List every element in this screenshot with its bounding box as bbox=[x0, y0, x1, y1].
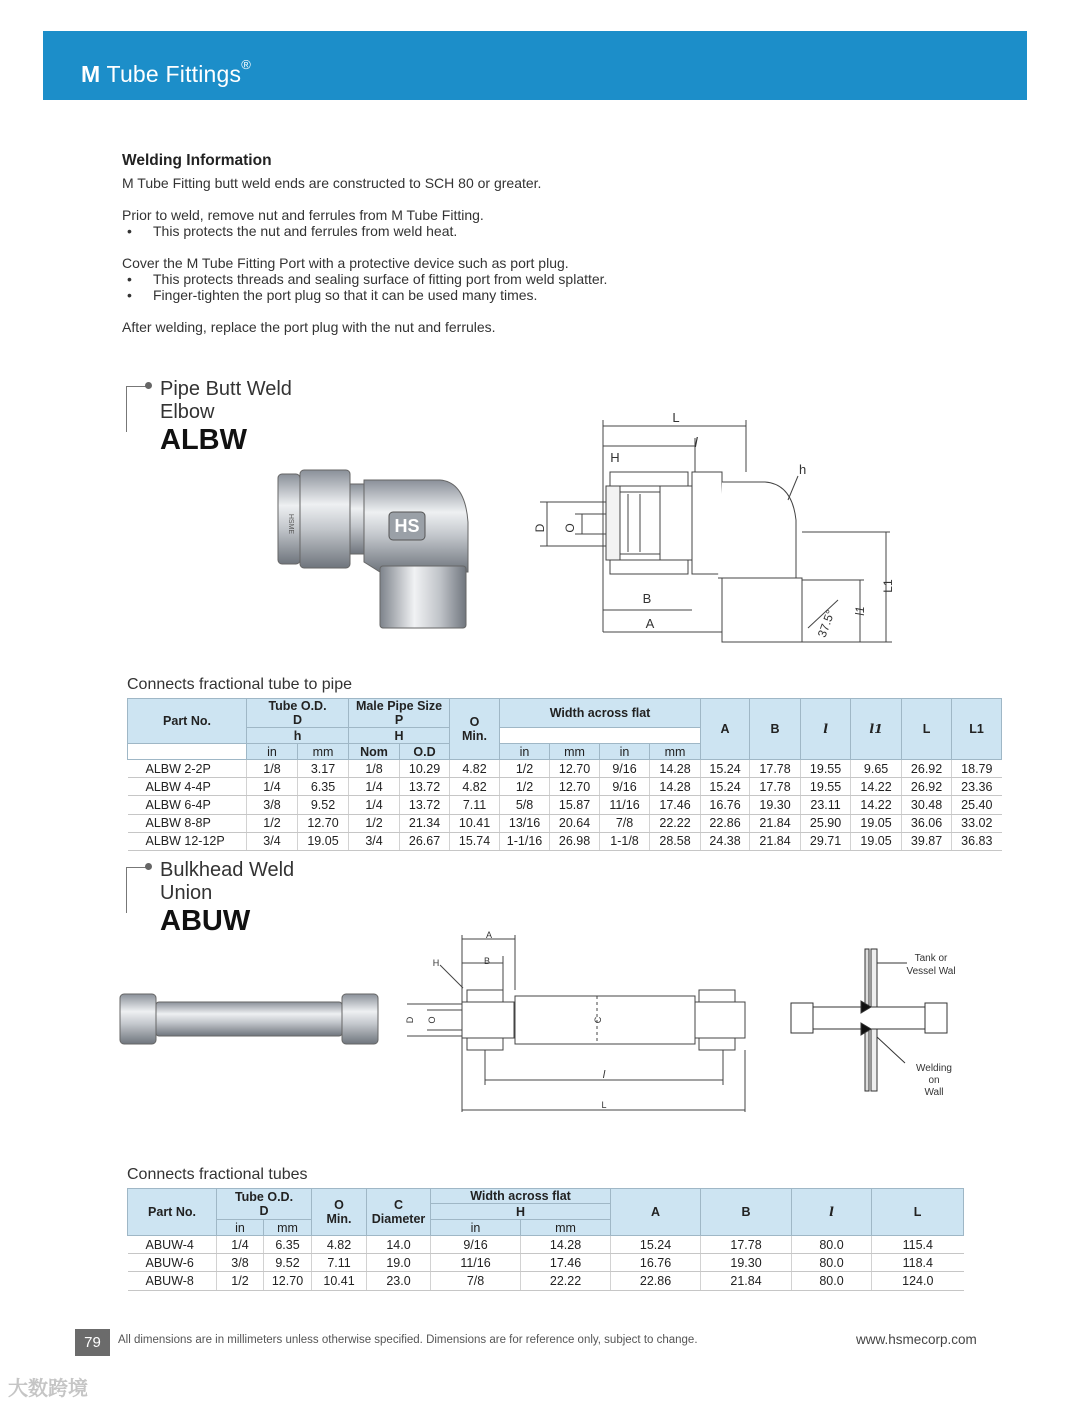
table-cell: 9/16 bbox=[600, 778, 650, 796]
table-cell: 19.30 bbox=[701, 1254, 792, 1272]
bullet-item: • This protects threads and sealing surface of fitting port from weld splatter. bbox=[127, 271, 822, 287]
table-row bbox=[128, 760, 1002, 778]
header-bar bbox=[43, 31, 1027, 100]
abuw-product-photo bbox=[118, 988, 380, 1050]
table-cell: 36.06 bbox=[902, 814, 952, 832]
albw-label-L1: L1 bbox=[881, 579, 895, 593]
table-cell: 30.48 bbox=[902, 796, 952, 814]
table-row bbox=[128, 796, 1002, 814]
table-cell: 6.35 bbox=[264, 1236, 312, 1254]
table-cell: 24.38 bbox=[701, 832, 750, 850]
table-cell: 80.0 bbox=[792, 1254, 872, 1272]
col-h-big: H bbox=[349, 728, 450, 744]
table-cell: 28.58 bbox=[650, 832, 701, 850]
abuw-spec-table bbox=[127, 1188, 964, 1291]
table-cell: 15.74 bbox=[450, 832, 500, 850]
unit-mm: mm bbox=[298, 744, 349, 760]
table-cell: 26.92 bbox=[902, 778, 952, 796]
albw-label-O: O bbox=[563, 523, 577, 533]
table-cell: 10.41 bbox=[312, 1272, 367, 1290]
abuw-title-line1: Bulkhead Weld bbox=[160, 859, 295, 881]
table-cell: 118.4 bbox=[872, 1254, 964, 1272]
table-cell: 22.22 bbox=[650, 814, 701, 832]
page-title: M Tube Fittings® bbox=[81, 57, 252, 87]
table-cell: 29.71 bbox=[801, 832, 851, 850]
table-cell: 6.35 bbox=[298, 778, 349, 796]
table-cell: 1-1/16 bbox=[500, 832, 550, 850]
table-cell: 15.24 bbox=[701, 760, 750, 778]
table-cell: 13.72 bbox=[400, 796, 450, 814]
bullet-item: • This protects the nut and ferrules from weld heat. bbox=[127, 223, 822, 239]
table-cell: 17.78 bbox=[701, 1236, 792, 1254]
col-l1: l1 bbox=[851, 699, 902, 760]
table-cell: 21.84 bbox=[750, 814, 801, 832]
welding-step-3: After welding, replace the port plug with the nut and ferrules. bbox=[122, 319, 496, 335]
col-male-pipe: Male Pipe Size P bbox=[349, 699, 450, 728]
table-cell: 80.0 bbox=[792, 1236, 872, 1254]
table-cell: 33.02 bbox=[952, 814, 1002, 832]
col-A: A bbox=[701, 699, 750, 760]
table-cell: 22.22 bbox=[521, 1272, 611, 1290]
install-label-tank-1: Tank or bbox=[914, 953, 948, 964]
table-cell: 17.78 bbox=[750, 778, 801, 796]
unit-nom: Nom bbox=[349, 744, 400, 760]
table-cell: 19.30 bbox=[750, 796, 801, 814]
abuw-table-caption: Connects fractional tubes bbox=[127, 1166, 308, 1183]
table-cell: 25.90 bbox=[801, 814, 851, 832]
table-cell: 3/4 bbox=[247, 832, 298, 850]
table-cell: 4.82 bbox=[450, 778, 500, 796]
part-number-cell: ALBW 2-2P bbox=[128, 760, 247, 778]
table-cell: 7.11 bbox=[450, 796, 500, 814]
install-label-weld-1: Welding bbox=[916, 1063, 952, 1074]
table-cell: 16.76 bbox=[611, 1254, 701, 1272]
table-cell: 14.0 bbox=[367, 1236, 431, 1254]
table-cell: 36.83 bbox=[952, 832, 1002, 850]
table-cell: 19.05 bbox=[851, 832, 902, 850]
page-number: 79 bbox=[75, 1329, 110, 1356]
abuw-installation-sketch bbox=[785, 945, 970, 1098]
table-cell: 15.24 bbox=[701, 778, 750, 796]
section-dot bbox=[145, 382, 152, 389]
part-number-cell: ABUW-6 bbox=[128, 1254, 217, 1272]
col-h-big: H bbox=[431, 1204, 611, 1220]
albw-label-A: A bbox=[645, 616, 655, 631]
table-cell: 17.46 bbox=[650, 796, 701, 814]
table-cell: 4.82 bbox=[312, 1236, 367, 1254]
col-o-min: O Min. bbox=[312, 1189, 367, 1236]
abuw-label-L: L bbox=[601, 1100, 607, 1110]
col-h-small: h bbox=[247, 728, 349, 744]
table-row bbox=[128, 778, 1002, 796]
table-row bbox=[128, 1236, 964, 1254]
albw-photo-badge: HS bbox=[394, 516, 420, 536]
welding-step-2: Cover the M Tube Fitting Port with a protective device such as port plug. bbox=[122, 255, 569, 271]
table-cell: 1/8 bbox=[349, 760, 400, 778]
table-cell: 22.86 bbox=[611, 1272, 701, 1290]
table-cell: 14.28 bbox=[521, 1236, 611, 1254]
table-cell: 5/8 bbox=[500, 796, 550, 814]
table-cell: 17.46 bbox=[521, 1254, 611, 1272]
section-bracket bbox=[126, 386, 148, 432]
table-cell: 3/8 bbox=[217, 1254, 264, 1272]
table-cell: 80.0 bbox=[792, 1272, 872, 1290]
albw-title-line1: Pipe Butt Weld bbox=[160, 378, 292, 400]
table-cell: 12.70 bbox=[550, 760, 600, 778]
table-cell: 14.22 bbox=[851, 796, 902, 814]
table-cell: 39.87 bbox=[902, 832, 952, 850]
abuw-label-H: H bbox=[432, 958, 440, 968]
table-cell: 18.79 bbox=[952, 760, 1002, 778]
section-dot bbox=[145, 863, 152, 870]
col-part-no: Part No. bbox=[128, 699, 247, 744]
albw-product-photo bbox=[270, 462, 480, 634]
unit-in: in bbox=[217, 1220, 264, 1236]
table-cell: 1/2 bbox=[349, 814, 400, 832]
albw-label-angle: 37.5° bbox=[814, 608, 838, 640]
table-cell: 7.11 bbox=[312, 1254, 367, 1272]
install-label-weld-2: on bbox=[928, 1075, 940, 1086]
albw-dimension-drawing bbox=[530, 410, 910, 645]
part-number-cell: ABUW-8 bbox=[128, 1272, 217, 1290]
table-cell: 1/4 bbox=[247, 778, 298, 796]
table-cell: 19.55 bbox=[801, 778, 851, 796]
table-cell: 19.0 bbox=[367, 1254, 431, 1272]
table-cell: 19.05 bbox=[851, 814, 902, 832]
albw-photo-engraving: HSME bbox=[287, 513, 294, 535]
abuw-label-D: D bbox=[405, 1016, 415, 1024]
table-cell: 23.36 bbox=[952, 778, 1002, 796]
col-part-no: Part No. bbox=[128, 1189, 217, 1236]
table-cell: 22.86 bbox=[701, 814, 750, 832]
unit-mm: mm bbox=[521, 1220, 611, 1236]
welding-step-1-bullets bbox=[122, 223, 822, 239]
table-cell: 12.70 bbox=[264, 1272, 312, 1290]
watermark: 大数跨境 bbox=[8, 1378, 88, 1400]
table-cell: 23.0 bbox=[367, 1272, 431, 1290]
col-tube-od: Tube O.D. D bbox=[247, 699, 349, 728]
table-cell: 3.17 bbox=[298, 760, 349, 778]
table-cell: 26.98 bbox=[550, 832, 600, 850]
welding-intro: M Tube Fitting butt weld ends are constructed to SCH 80 or greater. bbox=[122, 175, 542, 191]
part-number-cell: ALBW 4-4P bbox=[128, 778, 247, 796]
table-cell: 26.92 bbox=[902, 760, 952, 778]
albw-table-caption: Connects fractional tube to pipe bbox=[127, 676, 353, 693]
unit-mm: mm bbox=[650, 744, 701, 760]
unit-in: in bbox=[247, 744, 298, 760]
col-L: L bbox=[902, 699, 952, 760]
table-cell: 1/8 bbox=[247, 760, 298, 778]
table-cell: 1/2 bbox=[247, 814, 298, 832]
table-cell: 9/16 bbox=[600, 760, 650, 778]
welding-heading: Welding Information bbox=[122, 152, 272, 169]
abuw-code: ABUW bbox=[160, 905, 251, 937]
part-number-cell: ALBW 12-12P bbox=[128, 832, 247, 850]
table-cell: 21.84 bbox=[750, 832, 801, 850]
albw-label-H: H bbox=[610, 450, 620, 465]
welding-step-2-bullets bbox=[122, 271, 822, 303]
table-cell: 17.78 bbox=[750, 760, 801, 778]
table-cell: 1/4 bbox=[217, 1236, 264, 1254]
col-tube-od: Tube O.D. D bbox=[217, 1189, 312, 1220]
unit-in: in bbox=[431, 1220, 521, 1236]
unit-in: in bbox=[600, 744, 650, 760]
abuw-label-O: O bbox=[427, 1016, 437, 1024]
table-cell: 13.72 bbox=[400, 778, 450, 796]
table-cell: 20.64 bbox=[550, 814, 600, 832]
unit-in: in bbox=[500, 744, 550, 760]
table-cell: 15.87 bbox=[550, 796, 600, 814]
table-cell: 4.82 bbox=[450, 760, 500, 778]
col-o-min: O Min. bbox=[450, 699, 500, 760]
table-cell: 26.67 bbox=[400, 832, 450, 850]
table-row bbox=[128, 832, 1002, 850]
unit-mm: mm bbox=[264, 1220, 312, 1236]
table-cell: 14.28 bbox=[650, 778, 701, 796]
abuw-label-l: l bbox=[602, 1069, 606, 1081]
table-cell: 11/16 bbox=[600, 796, 650, 814]
table-cell: 16.76 bbox=[701, 796, 750, 814]
albw-label-L: L bbox=[672, 410, 680, 425]
albw-label-h: h bbox=[799, 462, 807, 477]
table-cell: 25.40 bbox=[952, 796, 1002, 814]
table-row bbox=[128, 1272, 964, 1290]
albw-label-l1: l1 bbox=[853, 606, 867, 616]
welding-information bbox=[122, 153, 822, 335]
table-cell: 7/8 bbox=[431, 1272, 521, 1290]
table-cell: 11/16 bbox=[431, 1254, 521, 1272]
table-cell: 23.11 bbox=[801, 796, 851, 814]
table-cell: 124.0 bbox=[872, 1272, 964, 1290]
col-c-diameter: C Diameter bbox=[367, 1189, 431, 1236]
table-cell: 1/2 bbox=[217, 1272, 264, 1290]
table-cell: 15.24 bbox=[611, 1236, 701, 1254]
table-cell: 7/8 bbox=[600, 814, 650, 832]
table-cell: 10.29 bbox=[400, 760, 450, 778]
col-width-across-flat: Width across flat bbox=[500, 699, 701, 728]
col-width-across-flat: Width across flat bbox=[431, 1189, 611, 1204]
table-cell: 12.70 bbox=[550, 778, 600, 796]
table-cell: 1/2 bbox=[500, 760, 550, 778]
table-cell: 19.05 bbox=[298, 832, 349, 850]
table-cell: 1-1/8 bbox=[600, 832, 650, 850]
col-L1: L1 bbox=[952, 699, 1002, 760]
albw-code: ALBW bbox=[160, 424, 247, 456]
abuw-table-body bbox=[128, 1236, 964, 1291]
col-A: A bbox=[611, 1189, 701, 1236]
table-cell: 9/16 bbox=[431, 1236, 521, 1254]
col-B: B bbox=[750, 699, 801, 760]
albw-spec-table bbox=[127, 698, 1002, 851]
table-cell: 3/8 bbox=[247, 796, 298, 814]
albw-label-B: B bbox=[642, 591, 652, 606]
table-row bbox=[128, 1254, 964, 1272]
table-cell: 19.55 bbox=[801, 760, 851, 778]
table-cell: 1/2 bbox=[500, 778, 550, 796]
col-l: l bbox=[792, 1189, 872, 1236]
col-B: B bbox=[701, 1189, 792, 1236]
abuw-label-A: A bbox=[485, 930, 493, 940]
abuw-dimension-drawing bbox=[405, 930, 755, 1115]
section-bracket bbox=[126, 867, 148, 913]
table-cell: 14.28 bbox=[650, 760, 701, 778]
footer-note: All dimensions are in millimeters unless otherwise specified. Dimensions are for reference only, subject to change. bbox=[118, 1334, 698, 1346]
table-row bbox=[128, 814, 1002, 832]
col-l: l bbox=[801, 699, 851, 760]
table-cell: 115.4 bbox=[872, 1236, 964, 1254]
abuw-label-B: B bbox=[483, 956, 491, 966]
part-number-cell: ALBW 6-4P bbox=[128, 796, 247, 814]
col-L: L bbox=[872, 1189, 964, 1236]
abuw-title-line2: Union bbox=[160, 882, 213, 904]
install-label-weld-3: Wall bbox=[924, 1087, 944, 1098]
table-cell: 9.52 bbox=[264, 1254, 312, 1272]
abuw-label-C: C bbox=[593, 1016, 603, 1024]
part-number-cell: ABUW-4 bbox=[128, 1236, 217, 1254]
footer-url[interactable]: www.hsmecorp.com bbox=[856, 1332, 977, 1347]
albw-table-body bbox=[128, 760, 1002, 851]
table-cell: 21.34 bbox=[400, 814, 450, 832]
part-number-cell: ALBW 8-8P bbox=[128, 814, 247, 832]
bullet-item: • Finger-tighten the port plug so that it can be used many times. bbox=[127, 287, 822, 303]
table-cell: 10.41 bbox=[450, 814, 500, 832]
unit-mm: mm bbox=[550, 744, 600, 760]
table-cell: 3/4 bbox=[349, 832, 400, 850]
table-cell: 9.65 bbox=[851, 760, 902, 778]
install-label-tank-2: Vessel Wal bbox=[906, 966, 956, 977]
table-cell: 1/4 bbox=[349, 796, 400, 814]
table-cell: 13/16 bbox=[500, 814, 550, 832]
table-cell: 14.22 bbox=[851, 778, 902, 796]
table-cell: 1/4 bbox=[349, 778, 400, 796]
welding-step-1: Prior to weld, remove nut and ferrules from M Tube Fitting. bbox=[122, 207, 484, 223]
table-cell: 12.70 bbox=[298, 814, 349, 832]
albw-title-line2: Elbow bbox=[160, 401, 215, 423]
table-cell: 21.84 bbox=[701, 1272, 792, 1290]
table-cell: 9.52 bbox=[298, 796, 349, 814]
albw-label-l: l bbox=[694, 434, 698, 450]
unit-od: O.D bbox=[400, 744, 450, 760]
albw-label-D: D bbox=[533, 523, 547, 533]
